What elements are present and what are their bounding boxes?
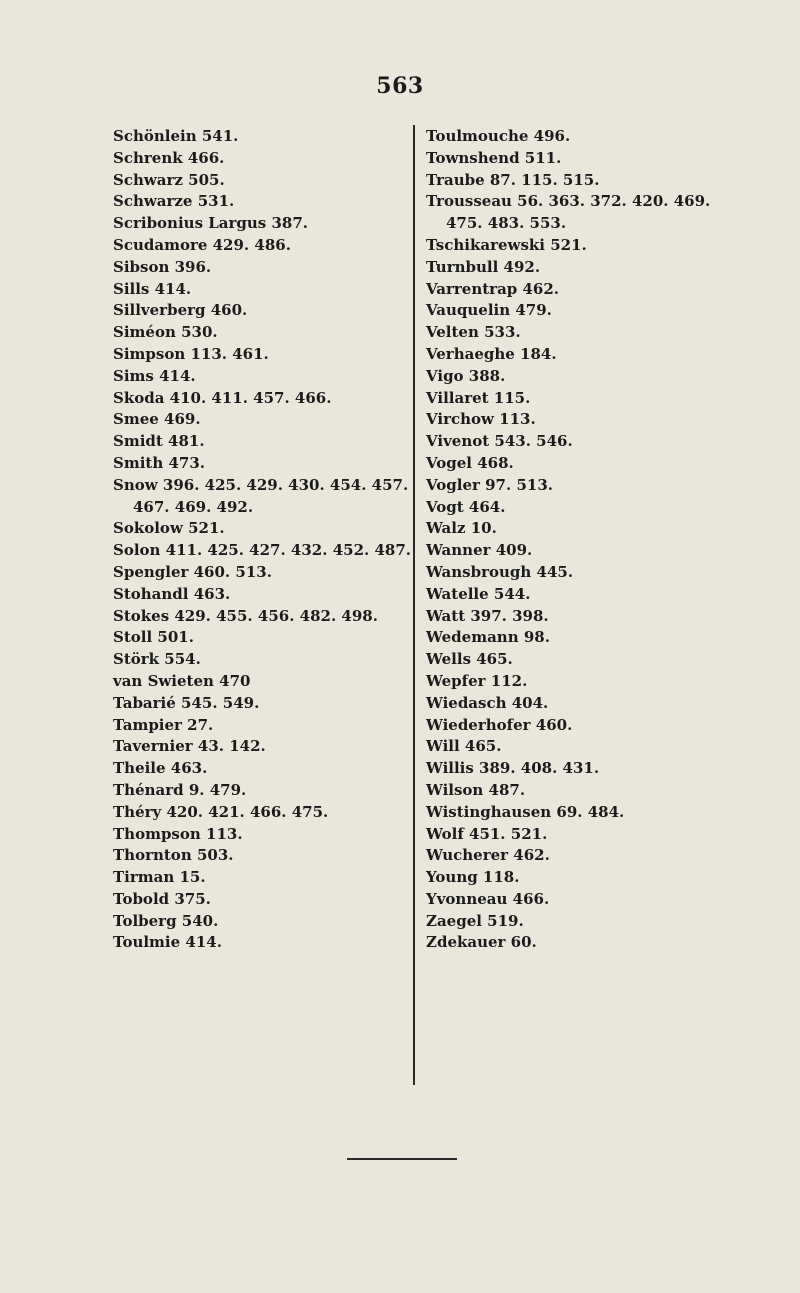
index-entry: Wilson 487.	[426, 780, 526, 799]
index-entry: Thornton 503.	[113, 846, 234, 865]
index-entry: Varrentrap 462.	[426, 279, 560, 298]
index-entry: Vogler 97. 513.	[426, 475, 553, 494]
index-entry: Walz 10.	[426, 519, 497, 538]
index-entry: Vogt 464.	[426, 497, 506, 516]
index-entry: Schwarze 531.	[113, 192, 235, 211]
index-entry: Townshend 511.	[426, 148, 562, 167]
index-entry: Virchow 113.	[426, 410, 536, 429]
index-entry: Wiedasch 404.	[426, 693, 549, 712]
index-entry: Thompson 113.	[113, 824, 243, 843]
index-entry: Zaegel 519.	[426, 911, 524, 930]
index-entry: Stokes 429. 455. 456. 482. 498.	[113, 606, 378, 625]
index-entry: Wistinghausen 69. 484.	[426, 802, 625, 821]
index-entry: Tolberg 540.	[113, 911, 219, 930]
index-entry: Wansbrough 445.	[426, 562, 574, 581]
index-entry: Spengler 460. 513.	[113, 562, 272, 581]
index-entry: Scudamore 429. 486.	[113, 235, 291, 254]
footer-rule	[347, 1158, 457, 1160]
index-entry: Vivenot 543. 546.	[426, 432, 573, 451]
index-entry: Solon 411. 425. 427. 432. 452. 487.	[113, 541, 411, 560]
index-entry: Schönlein 541.	[113, 127, 239, 145]
index-entry: Tabarié 545. 549.	[113, 693, 260, 712]
index-entry: Wiederhofer 460.	[426, 715, 573, 734]
index-entry: Wells 465.	[426, 650, 513, 669]
index-entry: Toulmie 414.	[113, 933, 222, 952]
index-entry: Watt 397. 398.	[426, 606, 549, 625]
index-entry: Watelle 544.	[426, 584, 531, 603]
index-entry: Villaret 115.	[426, 388, 531, 407]
page-number: 563	[376, 73, 424, 99]
index-entry: Sillverberg 460.	[113, 301, 248, 320]
index-entry: Tampier 27.	[113, 715, 214, 734]
index-entry: Stoll 501.	[113, 628, 194, 647]
index-entry: Sibson 396.	[113, 257, 212, 276]
index-entry: Sims 414.	[113, 366, 196, 385]
index-entry: Sokolow 521.	[113, 519, 225, 538]
index-entry: Skoda 410. 411. 457. 466.	[113, 388, 332, 407]
index-entry: Traube 87. 115. 515.	[426, 170, 600, 189]
index-entry: Siméon 530.	[113, 323, 218, 342]
index-entry: Young 118.	[426, 868, 520, 887]
index-entry: Willis 389. 408. 431.	[426, 759, 600, 778]
index-entry: Tobold 375.	[113, 889, 211, 908]
index-entry: Yvonneau 466.	[426, 889, 550, 908]
index-entry: 467. 469. 492.	[133, 497, 254, 516]
index-entry: Vigo 388.	[426, 366, 506, 385]
index-entry: Wolf 451. 521.	[426, 824, 548, 843]
index-entry: Sills 414.	[113, 279, 192, 298]
index-entry: Vogel 468.	[426, 453, 514, 472]
index-entry: Snow 396. 425. 429. 430. 454. 457.	[113, 475, 409, 494]
index-entry: Stohandl 463.	[113, 584, 231, 603]
index-entry: Smidt 481.	[113, 432, 205, 451]
index-entry: Tschikarewski 521.	[426, 235, 587, 254]
index-entry: Wanner 409.	[426, 541, 533, 560]
index-column-right	[426, 126, 766, 954]
index-entry: Thénard 9. 479.	[113, 780, 247, 799]
index-entry: Verhaeghe 184.	[426, 344, 557, 363]
index-entry: Scribonius Largus 387.	[113, 214, 308, 233]
index-entry: Schrenk 466.	[113, 148, 225, 167]
index-entry: Théry 420. 421. 466. 475.	[113, 802, 329, 821]
index-entry: Velten 533.	[426, 323, 521, 342]
index-column-left	[113, 126, 411, 954]
index-entry: Tavernier 43. 142.	[113, 737, 266, 756]
index-entry: Schwarz 505.	[113, 170, 225, 189]
index-entry: Störk 554.	[113, 650, 201, 669]
index-entry: Wucherer 462.	[426, 846, 550, 865]
index-entry: Wepfer 112.	[426, 671, 528, 690]
index-entry: 475. 483. 553.	[446, 214, 567, 233]
index-entry: Tirman 15.	[113, 868, 206, 887]
index-entry: Wedemann 98.	[426, 628, 550, 647]
index-entry: Smith 473.	[113, 453, 205, 472]
index-entry: van Swieten 470	[113, 671, 251, 690]
index-entry: Zdekauer 60.	[426, 933, 537, 952]
index-entry: Simpson 113. 461.	[113, 344, 269, 363]
index-entry: Toulmouche 496.	[426, 127, 571, 145]
index-entry: Trousseau 56. 363. 372. 420. 469.	[426, 192, 711, 211]
index-entry: Vauquelin 479.	[426, 301, 552, 320]
index-entry: Will 465.	[426, 737, 502, 756]
index-entry: Smee 469.	[113, 410, 201, 429]
index-entry: Turnbull 492.	[426, 257, 541, 276]
column-divider	[413, 125, 415, 1085]
index-entry: Theile 463.	[113, 759, 208, 778]
